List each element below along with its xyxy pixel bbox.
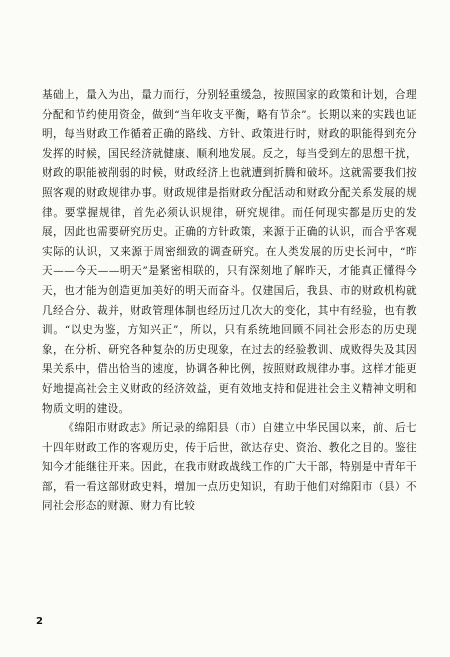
paragraph-2: 《绵阳市财政志》所记录的绵阳县（市）自建立中华民国以来，前、后七十四年财政工作的客观历史，传于后世，欲达存史、资治、教化之目的。鉴往知今才能继往开来。因此，在我市财政战线工作的广大干部，特别是中青年干部，看一看这部财政史料，增加一点历史知识，有助于他们对绵阳市（县）不同社会形态的财源、财力有比较 [42,422,417,513]
paragraph-1: 基础上，量入为出，量力而行，分别轻重缓急，按照国家的政策和计划，合理分配和节约使用资金，做到“当年收支平衡，略有节余”。长期以来的实践也证明，每当财政工作循着正确的路线、方针、政策进行时，财政的职能得到充分发挥的时候，国民经济就健康、顺利地发展。反之，每当受到左的思想干扰，财政的职能被削弱的时候，财政经济上也就遭到折腾和破坏。这就需要我们按照客观的财政规律办事。财政规律是指财政分配活动和财政分配关系发展的规律。要掌握规律，首先必须认识规律，研究规律。而任何现实都是历史的发展，因此也需要研究历史。正确的方针政策，来源于正确的认识，而合乎客观实际的认识，又来源于周密细致的调查研究。在人类发展的历史长河中，“昨天——今天——明天”是紧密相联的，只有深刻地了解昨天，才能真正懂得今天，也才能为创造更加美好的明天而奋斗。仅建国后，我县、市的财政机构就几经合分、裁并，财政管理体制也经历过几次大的变化，其中有经验，也有教训。“以史为鉴，方知兴正”，所以，只有系统地回顾不同社会形态的历史现象，在分析、研究各种复杂的历史现象，在过去的经验教训、成败得失及其因果关系中，借出恰当的速度，协调各种比例，按照财政规律办事。这样才能更好地提高社会主义财政的经济效益，更有效地支持和促进社会主义精神文明和物质文明的建设。 [42,89,417,415]
body-text [42,86,417,517]
page-number: 2 [36,616,43,627]
